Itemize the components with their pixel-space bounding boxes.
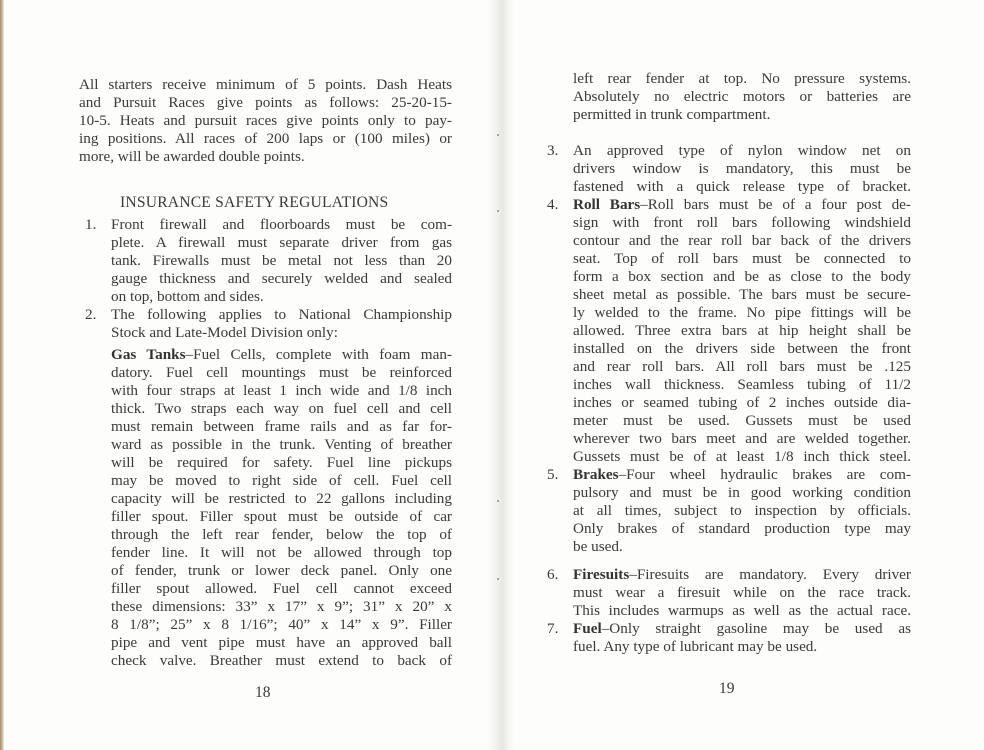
page-number: 18 (255, 684, 271, 701)
text-line: may be moved to right side of cell. Fuel cell (111, 472, 452, 489)
left-page (0, 0, 490, 750)
text-line (573, 566, 911, 584)
text-line: fastened with a quick release type of bracket. (573, 178, 911, 195)
paper-speck (497, 134, 499, 136)
fuel-first-line: –Only straight gasoline may be used as (601, 620, 911, 637)
text-line: check valve. Breather must extend to back of (111, 652, 452, 669)
text-line: will be required for safety. Fuel line pickups (111, 454, 452, 471)
text-line: through the left rear fender, below the top of (111, 526, 452, 543)
text-line (573, 196, 911, 214)
text-line (111, 346, 452, 364)
text-line: datory. Fuel cell mountings must be reinforced (111, 364, 452, 381)
item-number: 3. (547, 142, 559, 159)
text-line (573, 620, 911, 638)
brakes-title: Brakes (573, 466, 619, 483)
text-line: gauge thickness and securely welded and sealed (111, 270, 452, 287)
text-line: with four straps at least 1 inch wide and 1/8 inch (111, 382, 452, 399)
text-line: All starters receive minimum of 5 points. Dash Heats (79, 76, 452, 93)
text-line: fuel. Any type of lubricant may be used. (573, 638, 818, 655)
item-number: 7. (547, 620, 559, 637)
roll-bars-first-line: –Roll bars must be of a four post de- (640, 196, 911, 213)
text-line: 10-5. Heats and pursuit races give points only to pay- (79, 112, 452, 129)
text-line: permitted in trunk compartment. (573, 106, 771, 123)
text-line: ing positions. All races of 200 laps or (100 miles) or (79, 130, 452, 147)
text-line: An approved type of nylon window net on (573, 142, 911, 159)
gas-tanks-title: Gas Tanks (111, 346, 186, 363)
item-number: 6. (547, 566, 559, 583)
paper-speck (497, 500, 499, 502)
text-line: inches wall thickness. Seamless tubing of 11/2 (573, 376, 911, 393)
text-line: This includes warmups as well as the actual race. (573, 602, 911, 619)
text-line: Absolutely no electric motors or batteries are (573, 88, 911, 105)
text-line: sheet metal as possible. The bars must be secure- (573, 286, 911, 303)
text-line: fender line. It will not be allowed through top (111, 544, 452, 561)
text-line: Only brakes of standard production type may (573, 520, 911, 537)
text-line: Front firewall and floorboards must be com- (111, 216, 452, 233)
text-line: wherever two bars meet and are welded together. (573, 430, 911, 447)
text-line: must remain between frame rails and as far for- (111, 418, 452, 435)
roll-bars-title: Roll Bars (573, 196, 641, 213)
text-line: and Pursuit Races give points as follows: 25-20-15- (79, 94, 452, 111)
section-heading: INSURANCE SAFETY REGULATIONS (120, 194, 389, 211)
item-number: 2. (85, 306, 97, 323)
text-line: these dimensions: 33” x 17” x 9”; 31” x 20” x (111, 598, 452, 615)
text-line: at all times, subject to inspection by officials. (573, 502, 911, 519)
gas-tanks-first-line: –Fuel Cells, complete with foam man- (185, 346, 452, 363)
text-line: pulsory and must be in good working condition (573, 484, 911, 501)
text-line: more, will be awarded double points. (79, 148, 305, 165)
text-line: Stock and Late-Model Division only: (111, 324, 338, 341)
text-line: 8 1/8”; 25” x 8 1/16”; 40” x 14” x 9”. Filler (111, 616, 452, 633)
text-line: and rear roll bars. All roll bars must be .125 (573, 358, 911, 375)
text-line: plete. A firewall must separate driver from gas (111, 234, 452, 251)
text-line: sign with front roll bars following windshield (573, 214, 911, 231)
text-line: thick. Two straps each way on fuel cell and cell (111, 400, 452, 417)
text-line: meter must be used. Gussets must be used (573, 412, 911, 429)
page-number: 19 (719, 680, 735, 697)
item-number: 1. (85, 216, 97, 233)
text-line: ly welded to the frame. No pipe fittings will be (573, 304, 911, 321)
text-line: be used. (573, 538, 623, 555)
text-line: Gussets must be of at least 1/8 inch thick steel. (573, 448, 911, 465)
text-line: allowed. Three extra bars at hip height shall be (573, 322, 911, 339)
text-line: drivers window is mandatory, this must be (573, 160, 911, 177)
text-line: left rear fender at top. No pressure systems. (573, 70, 911, 87)
paper-speck (497, 578, 499, 580)
brakes-first-line: –Four wheel hydraulic brakes are com- (618, 466, 911, 483)
text-line: form a box section and be as close to the body (573, 268, 911, 285)
text-line: capacity will be restricted to 22 gallons including (111, 490, 452, 507)
text-line: filler spout allowed. Fuel cell cannot exceed (111, 580, 452, 597)
firesuits-first-line: –Firesuits are mandatory. Every driver (629, 566, 911, 583)
text-line: installed on the drivers side between the front (573, 340, 911, 357)
fuel-title: Fuel (573, 620, 602, 637)
firesuits-title: Firesuits (573, 566, 630, 583)
text-line: inches or seamed tubing of 2 inches outside dia- (573, 394, 911, 411)
right-page (494, 0, 984, 750)
text-line: tank. Firewalls must be metal not less than 20 (111, 252, 452, 269)
text-line: of fender, trunk or lower deck panel. Only one (111, 562, 452, 579)
text-line: contour and the rear roll bar back of the drivers (573, 232, 911, 249)
text-line: pipe and vent pipe must have an approved ball (111, 634, 452, 651)
item-number: 4. (547, 196, 559, 213)
item-number: 5. (547, 466, 559, 483)
text-line: ward as possible in the trunk. Venting of breather (111, 436, 452, 453)
text-line: seat. Top of roll bars must be connected to (573, 250, 911, 267)
paper-speck (497, 210, 499, 212)
text-line: The following applies to National Championship (111, 306, 452, 323)
text-line: on top, bottom and sides. (111, 288, 264, 305)
text-line: must wear a firesuit while on the race track. (573, 584, 911, 601)
text-line (573, 466, 911, 484)
text-line: filler spout. Filler spout must be outside of car (111, 508, 452, 525)
